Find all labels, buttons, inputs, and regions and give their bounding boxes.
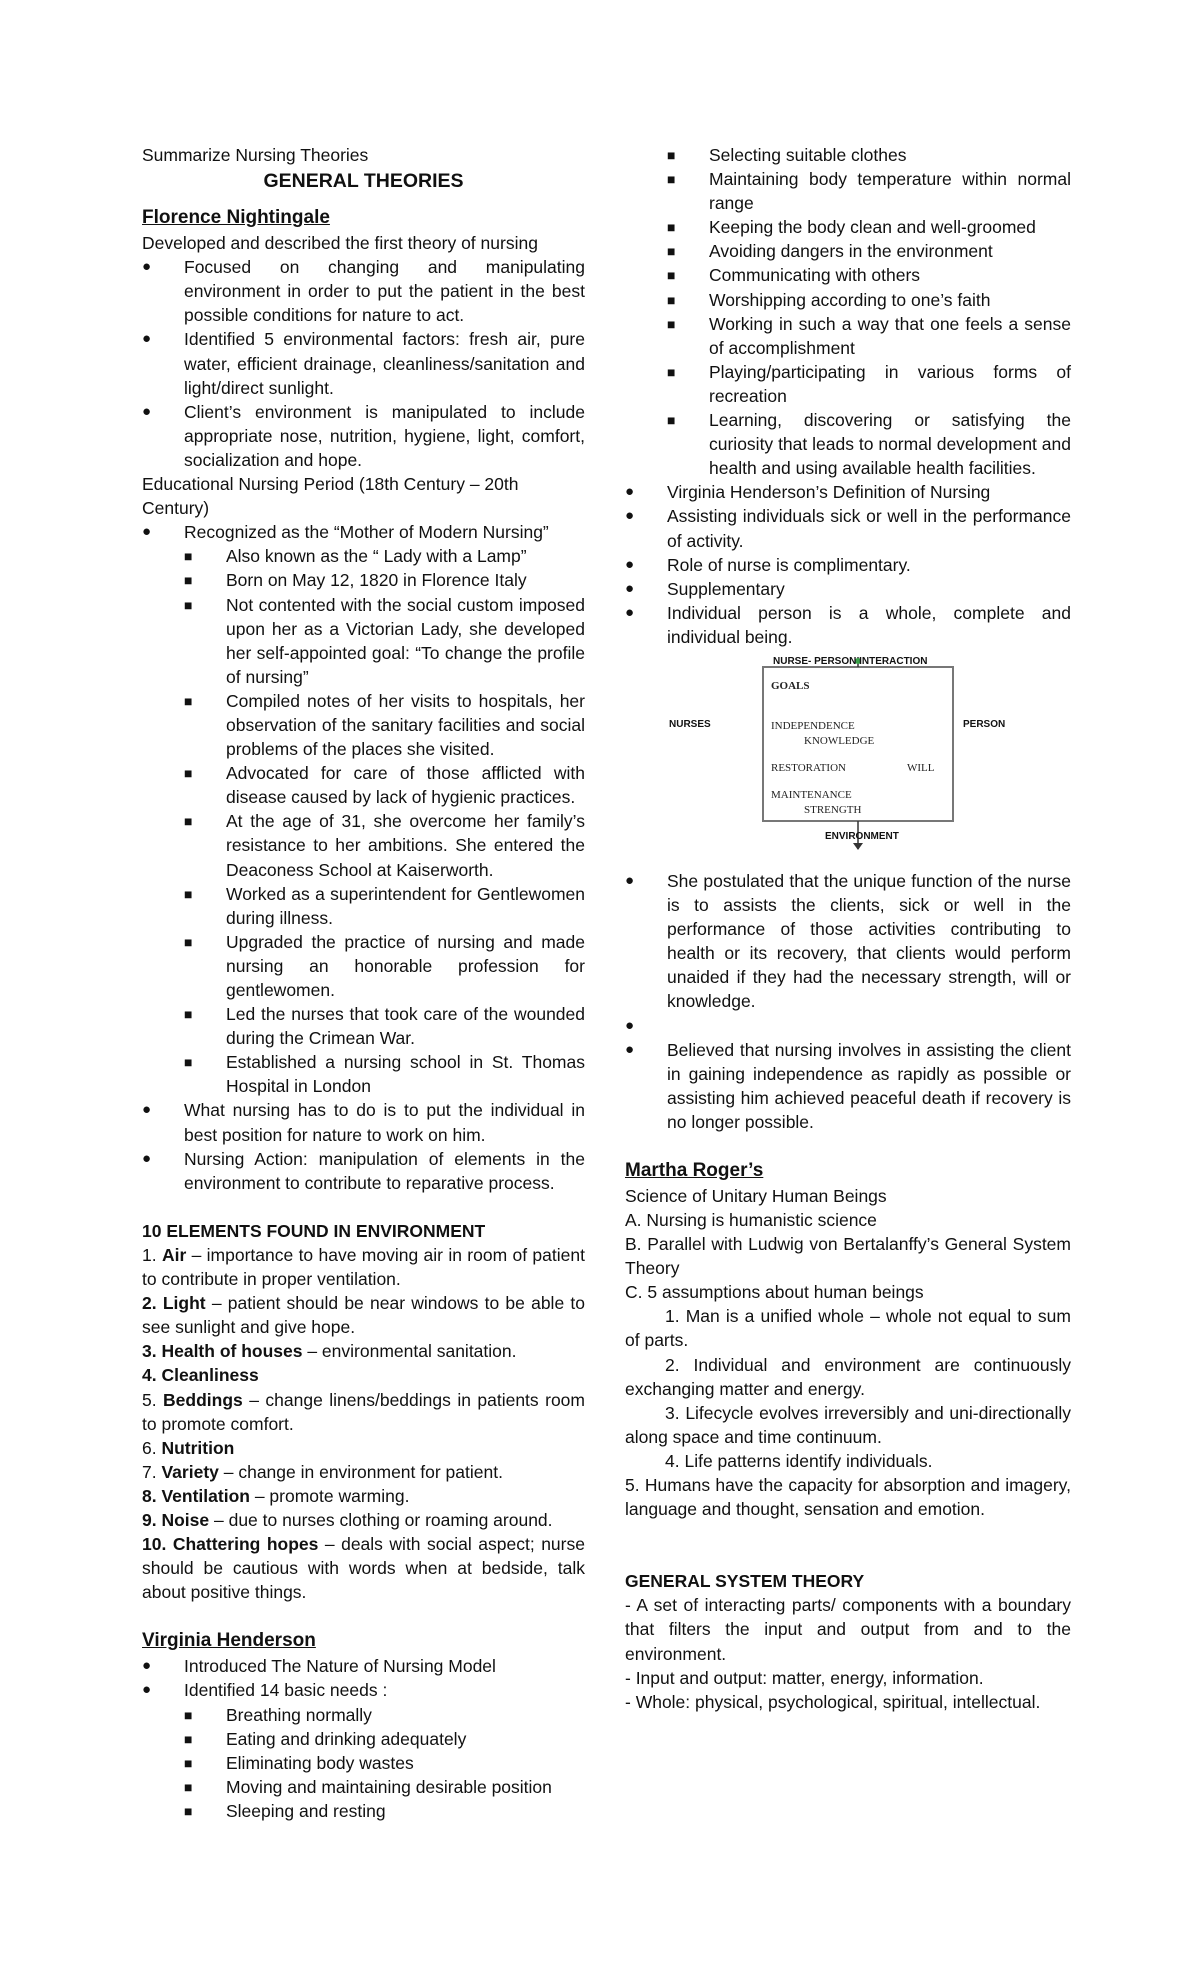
element-term: Chattering hopes: [172, 1534, 319, 1555]
rogers-subtitle: Science of Unitary Human Beings: [625, 1185, 887, 1206]
list-item: ● Nursing Action: manipulation of elements in the environment to contribute to reparative process.: [142, 1147, 585, 1195]
right-column: [625, 143, 1071, 1714]
list-item: ● Believed that nursing involves in assisting the client in gaining independence as rapidly as possible or assisting him achieved peaceful death if recovery is no longer possible.: [625, 1038, 1071, 1134]
rogers-heading: Martha Roger’s: [625, 1159, 764, 1181]
element-item: [142, 1436, 585, 1460]
element-item: [142, 1291, 585, 1339]
element-desc: – deals with social aspect; nurse should be cautious with words when at bedside, talk about positive things.: [142, 1534, 585, 1603]
list-item: ● Identified 14 basic needs :: [142, 1678, 585, 1702]
element-item: [142, 1339, 585, 1363]
assumption-item: 2. Individual and environment are continuously exchanging matter and energy.: [625, 1354, 1071, 1399]
nightingale-heading: Florence Nightingale: [142, 207, 330, 229]
need-item: ■ Eliminating body wastes: [142, 1751, 585, 1775]
assumption-item: 1. Man is a unified whole – whole not equal to sum of parts.: [625, 1306, 1071, 1351]
sub-list-item: ■ Advocated for care of those afflicted with disease caused by lack of hygienic practices.: [142, 761, 585, 809]
element-term: Health of houses: [161, 1341, 303, 1362]
sub-list-item: ■ Not contented with the social custom imposed upon her as a Victorian Lady, she developed her self-appointed goal: “To change the profile of nursing”: [142, 593, 585, 689]
list-item: ● Identified 5 environmental factors: fresh air, pure water, efficient drainage, cleanliness/sanitation and light/direct sunlight.: [142, 327, 585, 399]
assumption-item: 3. Lifecycle evolves irreversibly and uni-directionally along space and time continuum.: [625, 1402, 1071, 1447]
sub-list-item: ■ Born on May 12, 1820 in Florence Italy: [142, 568, 585, 592]
sub-list-item: ■ Upgraded the practice of nursing and made nursing an honorable profession for gentlewomen.: [142, 930, 585, 1002]
list-item: ● Assisting individuals sick or well in the performance of activity.: [625, 504, 1071, 552]
element-number: 5.: [142, 1389, 164, 1410]
element-item: [142, 1532, 585, 1604]
assumption-item: 4. Life patterns identify individuals.: [665, 1450, 933, 1471]
elements-list: [142, 1243, 585, 1604]
need-item: ■ Playing/participating in various forms of recreation: [625, 360, 1071, 408]
sub-list-item: ■ Also known as the “ Lady with a Lamp”: [142, 544, 585, 568]
diagram-knowledge: KNOWLEDGE: [804, 734, 875, 747]
rogers-point-c: C. 5 assumptions about human beings: [625, 1282, 924, 1303]
page-title: GENERAL THEORIES: [263, 170, 464, 193]
rogers-point-b: B. Parallel with Ludwig von Bertalanffy’s General System Theory: [625, 1234, 1071, 1279]
henderson-diagram-svg: [667, 653, 1027, 851]
nightingale-period: Educational Nursing Period (18th Century – 20th Century): [142, 474, 519, 519]
list-item: ● Role of nurse is complimentary.: [625, 553, 1071, 577]
sub-list-item: ■ Led the nurses that took care of the wounded during the Crimean War.: [142, 1002, 585, 1050]
need-item: ■ Eating and drinking adequately: [142, 1727, 585, 1751]
element-desc: – importance to have moving air in room of patient to contribute in proper ventilation.: [142, 1244, 585, 1290]
henderson-heading: Virginia Henderson: [142, 1630, 316, 1652]
diagram-will: WILL: [907, 761, 935, 774]
need-item: ■ Learning, discovering or satisfying the curiosity that leads to normal development and health and using available health facilities.: [625, 408, 1071, 480]
list-item: ● Client’s environment is manipulated to include appropriate nose, nutrition, hygiene, light, comfort, socialization and hope.: [142, 400, 585, 472]
element-term: Nutrition: [161, 1437, 235, 1458]
doc-label: Summarize Nursing Theories: [142, 145, 369, 165]
list-item: ● Supplementary: [625, 577, 1071, 601]
diagram-strength: STRENGTH: [804, 803, 862, 816]
element-desc: – change linens/beddings in patients room to promote comfort.: [142, 1389, 585, 1434]
sub-list-item: ■ Established a nursing school in St. Thomas Hospital in London: [142, 1050, 585, 1098]
element-desc: – patient should be near windows to be able to see sunlight and give hope.: [142, 1293, 585, 1338]
element-desc: – due to nurses clothing or roaming around.: [209, 1509, 553, 1530]
rogers-point-a: A. Nursing is humanistic science: [625, 1210, 877, 1230]
need-item: ■ Maintaining body temperature within normal range: [625, 167, 1071, 215]
element-term: Air: [161, 1244, 187, 1265]
element-item: [142, 1508, 585, 1532]
element-number: 8.: [142, 1485, 162, 1506]
list-item: ● She postulated that the unique function of the nurse is to assists the clients, sick or well in the performance of those activities contributing to health or its recovery, that clients would perform unaided if they had the necessary strength, will or knowledge.: [625, 869, 1071, 1014]
element-item: [142, 1388, 585, 1436]
gst-line: - A set of interacting parts/ components with a boundary that filters the input and output from and to the environment.: [625, 1595, 1071, 1664]
element-term: Cleanliness: [161, 1365, 259, 1386]
gst-line: - Whole: physical, psychological, spiritual, intellectual.: [625, 1691, 1041, 1712]
henderson-diagram: [667, 653, 1027, 851]
need-item: ■ Selecting suitable clothes: [625, 143, 1071, 167]
element-number: 2.: [142, 1293, 163, 1314]
need-item: ■ Moving and maintaining desirable position: [142, 1775, 585, 1799]
sub-list-item: ■ Worked as a superintendent for Gentlewomen during illness.: [142, 882, 585, 930]
element-number: 9.: [142, 1509, 162, 1530]
gst-heading: GENERAL SYSTEM THEORY: [625, 1571, 865, 1592]
diagram-label-top: NURSE- PERSON INTERACTION: [773, 655, 928, 667]
gst-line: - Input and output: matter, energy, information.: [625, 1667, 984, 1688]
element-number: 6.: [142, 1437, 162, 1458]
need-item: ■ Avoiding dangers in the environment: [625, 239, 1071, 263]
need-item: ■ Communicating with others: [625, 263, 1071, 287]
diagram-restoration: RESTORATION: [771, 761, 846, 774]
need-item: ■ Working in such a way that one feels a sense of accomplishment: [625, 312, 1071, 360]
element-item: [142, 1460, 585, 1484]
element-number: 1.: [142, 1244, 162, 1265]
need-item: ■ Worshipping according to one’s faith: [625, 288, 1071, 312]
element-term: Light: [162, 1293, 206, 1314]
element-number: 3.: [142, 1341, 162, 1362]
arrow-icon: [853, 843, 863, 850]
diagram-independence: INDEPENDENCE: [771, 719, 855, 732]
need-item: ■ Breathing normally: [142, 1703, 585, 1727]
element-number: 4.: [142, 1365, 162, 1386]
list-item-empty: [625, 1014, 1071, 1038]
diagram-label-right: PERSON: [963, 718, 1006, 730]
list-item: ● Recognized as the “Mother of Modern Nursing”: [142, 520, 585, 544]
need-item: ■ Keeping the body clean and well-groomed: [625, 215, 1071, 239]
element-desc: – environmental sanitation.: [302, 1341, 517, 1362]
element-item: [142, 1363, 585, 1387]
sub-list-item: ■ At the age of 31, she overcome her family’s resistance to her ambitions. She entered the Deaconess School at Kaiserworth.: [142, 809, 585, 881]
list-item: ● Virginia Henderson’s Definition of Nursing: [625, 480, 1071, 504]
sub-list-item: ■ Compiled notes of her visits to hospitals, her observation of the sanitary facilities and social problems of the places she visited.: [142, 689, 585, 761]
elements-heading: 10 ELEMENTS FOUND IN ENVIRONMENT: [142, 1220, 486, 1241]
assumption-item: 5. Humans have the capacity for absorption and imagery, language and thought, sensation and emotion.: [625, 1475, 1071, 1520]
nightingale-intro: Developed and described the first theory of nursing: [142, 233, 538, 254]
element-number: 10.: [142, 1534, 173, 1555]
list-item: ● What nursing has to do is to put the individual in best position for nature to work on him.: [142, 1098, 585, 1146]
diagram-label-bottom: ENVIRONMENT: [825, 830, 899, 842]
list-item: ● Introduced The Nature of Nursing Model: [142, 1654, 585, 1678]
element-term: Variety: [161, 1461, 219, 1482]
element-number: 7.: [142, 1461, 162, 1482]
element-term: Noise: [161, 1509, 210, 1530]
element-term: Beddings: [163, 1389, 243, 1410]
diagram-label-left: NURSES: [669, 718, 711, 730]
element-term: Ventilation: [161, 1485, 250, 1506]
diagram-goals: GOALS: [771, 679, 810, 692]
list-item: ● Individual person is a whole, complete and individual being.: [625, 601, 1071, 649]
element-item: [142, 1243, 585, 1291]
element-desc: – promote warming.: [249, 1485, 410, 1506]
element-desc: – change in environment for patient.: [218, 1461, 503, 1482]
diagram-maintenance: MAINTENANCE: [771, 788, 852, 801]
need-item: ■ Sleeping and resting: [142, 1799, 585, 1823]
list-item: ● Focused on changing and manipulating environment in order to put the patient in the best possible conditions for nature to act.: [142, 255, 585, 327]
left-column: [142, 143, 585, 1823]
element-item: [142, 1484, 585, 1508]
